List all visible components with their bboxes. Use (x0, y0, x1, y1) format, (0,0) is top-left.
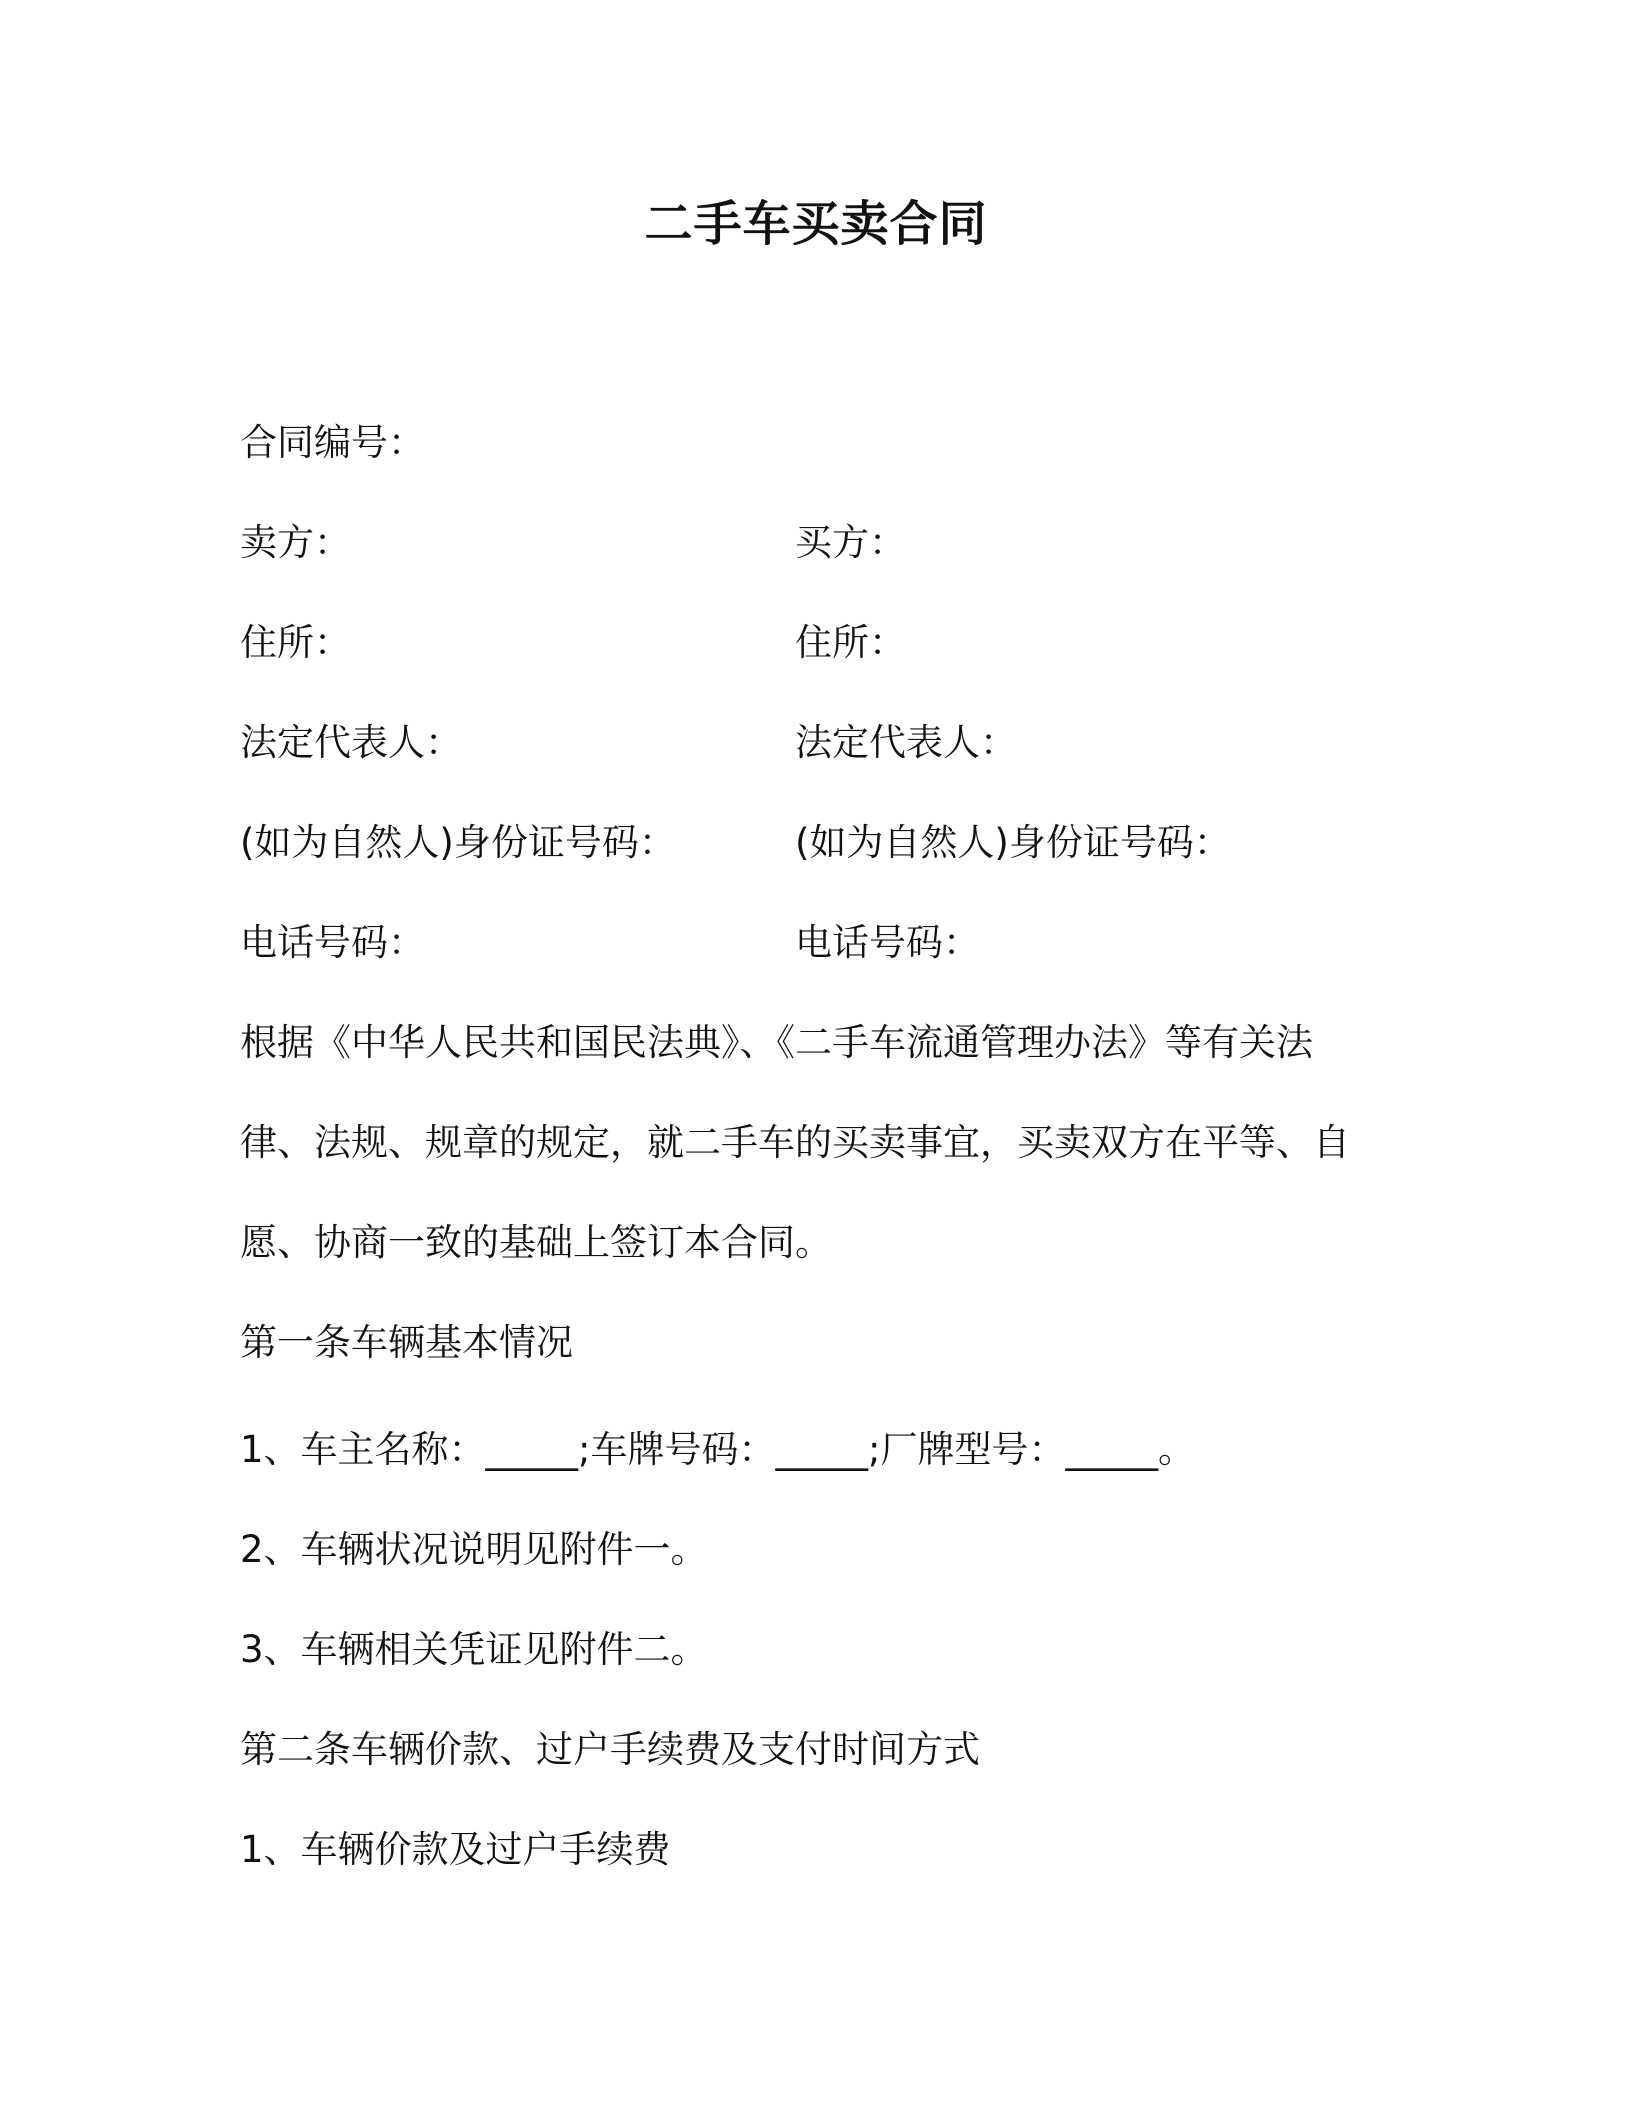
preamble-line: 律、法规、规章的规定，就二手车的买卖事宜，买卖双方在平等、自 (240, 1121, 1350, 1164)
document-title: 二手车买卖合同 (644, 196, 988, 252)
article-2-item: 1、车辆价款及过户手续费 (240, 1828, 671, 1871)
buyer-id-number-label: (如为自然人)身份证号码： (795, 821, 1231, 864)
seller-legal-rep-label: 法定代表人： (240, 721, 462, 764)
article-1-item: 3、车辆相关凭证见附件二。 (240, 1628, 708, 1671)
buyer-address-label: 住所： (795, 621, 906, 664)
article-1-heading: 第一条车辆基本情况 (240, 1321, 573, 1364)
seller-phone-label: 电话号码： (240, 921, 425, 964)
seller-address-label: 住所： (240, 621, 351, 664)
article-1-item: 1、车主名称：_____;车牌号码：_____;厂牌型号：_____。 (240, 1428, 1195, 1471)
buyer-legal-rep-label: 法定代表人： (795, 721, 1017, 764)
seller-label: 卖方： (240, 521, 351, 564)
buyer-phone-label: 电话号码： (795, 921, 980, 964)
article-1-item: 2、车辆状况说明见附件一。 (240, 1528, 708, 1571)
buyer-label: 买方： (795, 521, 906, 564)
seller-id-number-label: (如为自然人)身份证号码： (240, 821, 676, 864)
contract-number-label: 合同编号： (240, 421, 425, 464)
article-2-heading: 第二条车辆价款、过户手续费及支付时间方式 (240, 1728, 980, 1771)
preamble-line: 根据《中华人民共和国民法典》、《二手车流通管理办法》等有关法 (240, 1021, 1313, 1064)
preamble-line: 愿、协商一致的基础上签订本合同。 (240, 1221, 832, 1264)
